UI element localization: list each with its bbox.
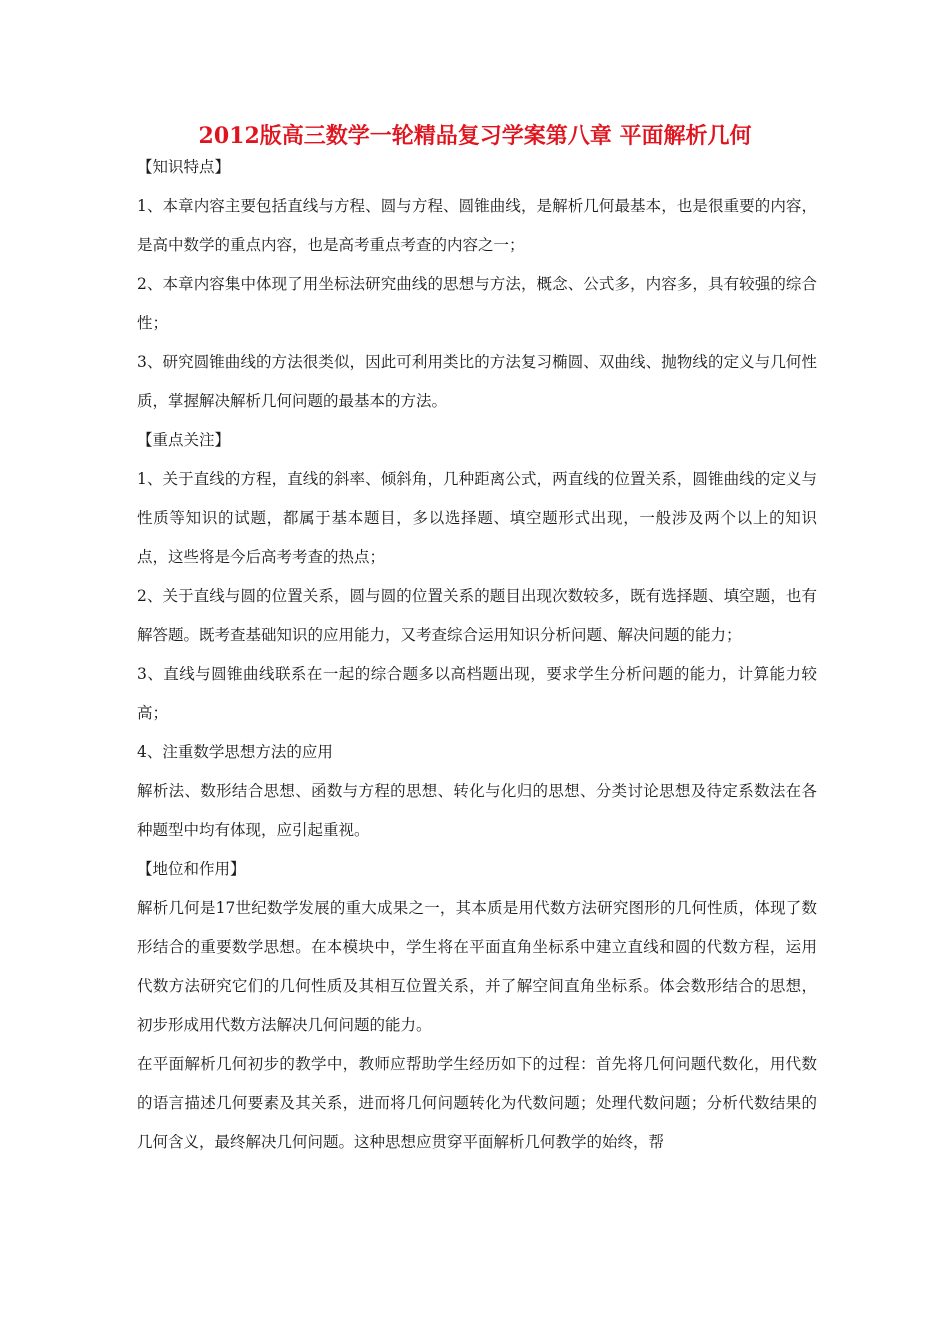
paragraph: 在平面解析几何初步的教学中，教师应帮助学生经历如下的过程：首先将几何问题代数化，用代数的语言描述几何要素及其关系，进而将几何问题转化为代数问题；处理代数问题；分析代数结果的几何含义，最终解决几何问题。这种思想应贯穿平面解析几何教学的始终，帮: [137, 1055, 817, 1151]
paragraph: 3、直线与圆锥曲线联系在一起的综合题多以高档题出现，要求学生分析问题的能力，计算能力较高；: [137, 665, 817, 722]
section-heading-key-focus: 【重点关注】: [137, 431, 231, 449]
document-title: 2012版高三数学一轮精品复习学案第八章 平面解析几何: [198, 123, 752, 149]
paragraph: 1、关于直线的方程，直线的斜率、倾斜角，几种距离公式，两直线的位置关系，圆锥曲线的定义与性质等知识的试题，都属于基本题目，多以选择题、填空题形式出现，一般涉及两个以上的知识点，这些将是今后高考考查的热点；: [137, 470, 817, 566]
paragraph: 3、研究圆锥曲线的方法很类似，因此可利用类比的方法复习椭圆、双曲线、抛物线的定义与几何性质，掌握解决解析几何问题的最基本的方法。: [137, 353, 817, 410]
paragraph: 2、关于直线与圆的位置关系，圆与圆的位置关系的题目出现次数较多，既有选择题、填空题，也有解答题。既考查基础知识的应用能力，又考查综合运用知识分析问题、解决问题的能力；: [137, 587, 817, 644]
paragraph: 解析法、数形结合思想、函数与方程的思想、转化与化归的思想、分类讨论思想及待定系数法在各种题型中均有体现，应引起重视。: [137, 782, 817, 839]
paragraph: 4、注重数学思想方法的应用: [137, 743, 333, 761]
paragraph: 2、本章内容集中体现了用坐标法研究曲线的思想与方法，概念、公式多，内容多，具有较强的综合性；: [137, 275, 817, 332]
document-body: [137, 148, 817, 1162]
paragraph: 1、本章内容主要包括直线与方程、圆与方程、圆锥曲线，是解析几何最基本，也是很重要的内容，是高中数学的重点内容，也是高考重点考查的内容之一；: [137, 197, 817, 254]
section-heading-position-and-role: 【地位和作用】: [137, 860, 246, 878]
paragraph: 解析几何是17世纪数学发展的重大成果之一，其本质是用代数方法研究图形的几何性质，体现了数形结合的重要数学思想。在本模块中，学生将在平面直角坐标系中建立直线和圆的代数方程，运用代数方法研究它们的几何性质及其相互位置关系，并了解空间直角坐标系。体会数形结合的思想，初步形成用代数方法解决几何问题的能力。: [137, 899, 817, 1034]
section-heading-knowledge-features: 【知识特点】: [137, 158, 231, 176]
